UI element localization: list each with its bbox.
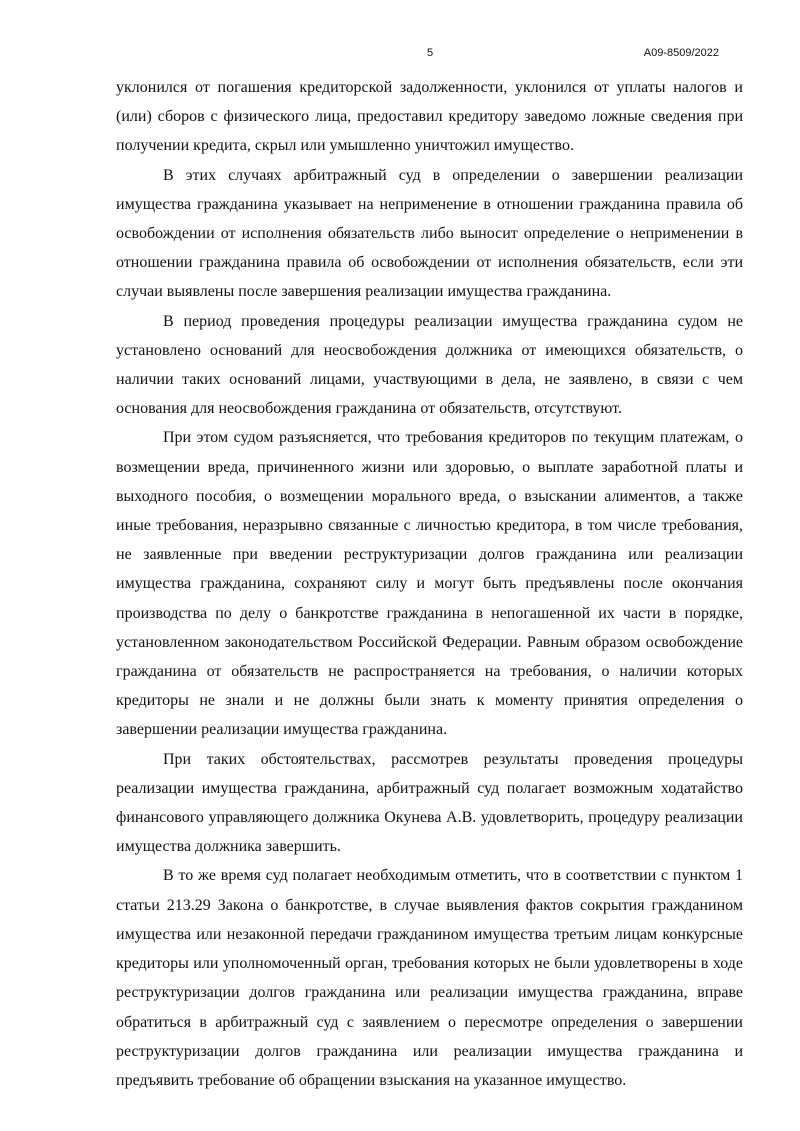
document-body [116, 73, 743, 1095]
case-number: А09-8509/2022 [643, 47, 719, 59]
paragraph-creditor-claims: При этом судом разъясняется, что требования кредиторов по текущим платежам, о возмещении вреда, причиненного жизни или здоровью, о выплате заработной платы и выходного пособия, о возмещении морального вреда, о взыскании алиментов, а также иные требования, неразрывно связанные с личностью кредитора, в том числе требования, не заявленные при введении реструктуризации долгов гражданина или реализации имущества гражданина, сохраняют силу и могут быть предъявлены после окончания производства по делу о банкротстве гражданина в непогашенной их части в порядке, установленном законодательством Российской Федерации. Равным образом освобождение гражданина от обязательств не распространяется на требования, о наличии которых кредиторы не знали и не должны были знать к моменту принятия определения о завершении реализации имущества гражданина. [116, 429, 743, 739]
paragraph-decision: При таких обстоятельствах, рассмотрев результаты проведения процедуры реализации имущества гражданина, арбитражный суд полагает возможным ходатайство финансового управляющего должника Окунева А.В. удовлетворить, процедуру реализации имущества должника завершить. [116, 750, 743, 856]
paragraph-continuation: уклонился от погашения кредиторской задолженности, уклонился от уплаты налогов и (или) сборов с физического лица, предоставил кредитору заведомо ложные сведения при получении кредита, скрыл или умышленно уничтожил имущество. [116, 79, 743, 155]
paragraph-review-right: В то же время суд полагает необходимым отметить, что в соответствии с пунктом 1 статьи 213.29 Закона о банкротстве, в случае выявления фактов сокрытия гражданином имущества или незаконной передачи гражданином имущества третьим лицам конкурсные кредиторы или уполномоченный орган, требования которых не были удовлетворены в ходе реструктуризации долгов гражданина или реализации имущества гражданина, вправе обратиться в арбитражный суд с заявлением о пересмотре определения о завершении реструктуризации долгов гражданина или реализации имущества гражданина и предъявить требование об обращении взыскания на указанное имущество. [116, 867, 743, 1089]
page-number: 5 [426, 47, 434, 59]
paragraph-no-grounds: В период проведения процедуры реализации имущества гражданина судом не установлено оснований для неосвобождения должника от имеющихся обязательств, о наличии таких оснований лицами, участвующими в дела, не заявлено, в связи с чем основания для неосвобождения гражданина от обязательств, отсутствуют. [116, 312, 743, 418]
page-header [0, 47, 800, 63]
paragraph-exceptions: В этих случаях арбитражный суд в определении о завершении реализации имущества гражданина указывает на неприменение в отношении гражданина правила об освобождении от исполнения обязательств либо выносит определение о неприменении в отношении гражданина правила об освобождении от исполнения обязательств, если эти случаи выявлены после завершения реализации имущества гражданина. [116, 166, 743, 301]
